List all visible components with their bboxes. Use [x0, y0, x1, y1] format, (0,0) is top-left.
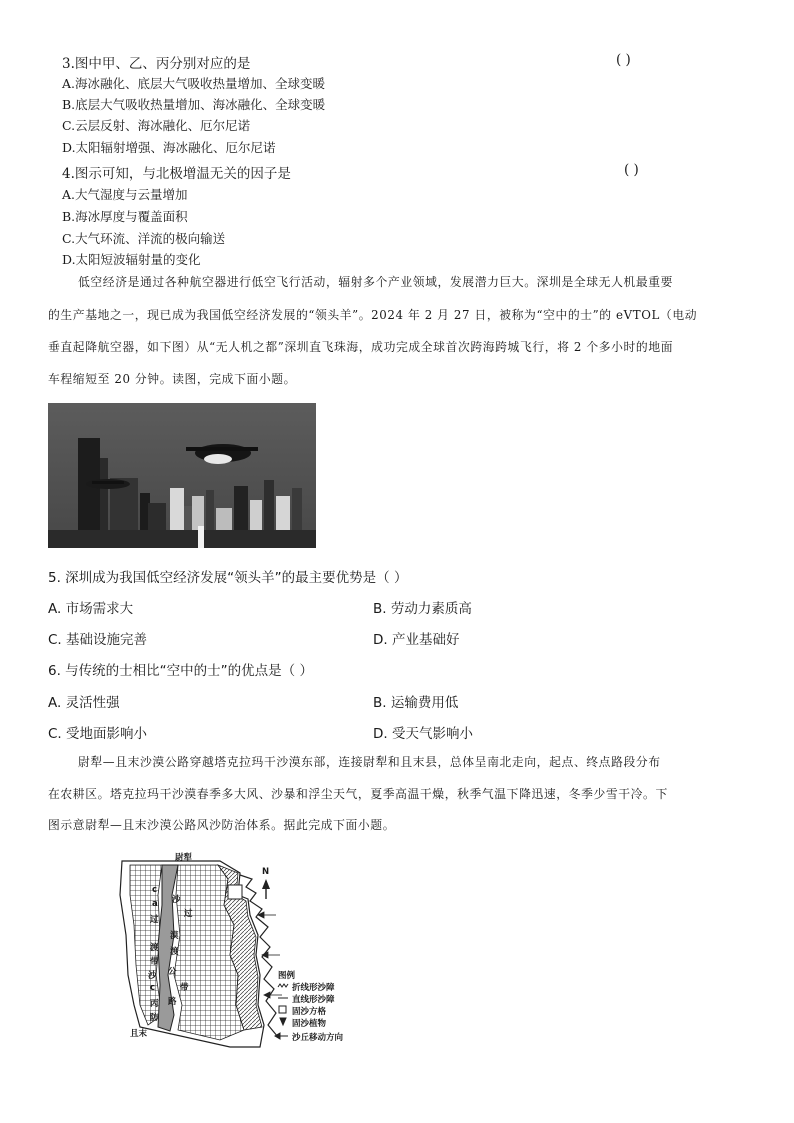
sand-control-map	[100, 855, 380, 1055]
legend-straight-barrier: 直线形沙障	[292, 995, 335, 1005]
legend-sand-grid: 固沙方格	[292, 1007, 327, 1017]
q6-stem: 6. 与传统的士相比“空中的士”的优点是（ ）	[48, 663, 313, 679]
map-road-label: 渡	[170, 947, 179, 957]
q3-option-a: A.海冰融化、底层大气吸收热量增加、全球变暖	[62, 76, 326, 91]
map-label-yuli: 尉犁	[175, 853, 193, 863]
map-road-label: 漠	[170, 931, 179, 941]
passage2-line-1: 尉犁—且末沙漠公路穿越塔克拉玛干沙漠东部，连接尉犁和且末县，总体呈南北走向，起点、终点路段分布	[78, 755, 661, 769]
q3-answer-paren: ( )	[616, 52, 631, 68]
map-road-label: 公	[168, 967, 177, 977]
legend-zigzag-barrier: 折线形沙障	[292, 983, 335, 993]
legend-title: 图例	[278, 971, 296, 981]
q5-option-d: D. 产业基础好	[373, 632, 460, 648]
q6-option-d: D. 受天气影响小	[373, 726, 473, 742]
map-north-label: N	[262, 867, 270, 877]
map-left-label: 带	[150, 957, 159, 967]
q4-option-b: B.海冰厚度与覆盖面积	[62, 209, 188, 224]
q3-stem: 3.图中甲、乙、丙分别对应的是	[62, 56, 251, 72]
q5-option-c: C. 基础设施完善	[48, 632, 148, 648]
q5-option-b: B. 劳动力素质高	[373, 601, 472, 617]
q6-option-b: B. 运输费用低	[373, 695, 459, 711]
map-road-label: 过	[184, 909, 193, 919]
map-left-label: 丙	[150, 999, 159, 1009]
map-label-qiemo: 且末	[130, 1029, 148, 1039]
map-left-label: 渡	[150, 943, 159, 953]
q4-answer-paren: ( )	[624, 162, 639, 178]
q3-option-b: B.底层大气吸收热量增加、海冰融化、全球变暖	[62, 97, 326, 112]
q3-option-c: C.云层反射、海冰融化、厄尔尼诺	[62, 118, 251, 133]
q4-option-a: A.大气湿度与云量增加	[62, 187, 188, 202]
passage1-line-2: 的生产基地之一，现已成为我国低空经济发展的“领头羊”。2024 年 2 月 27 日，被称为“空中的士”的 eVTOL（电动	[48, 308, 698, 322]
map-road-label: 带	[180, 983, 189, 993]
q4-stem: 4.图示可知，与北极增温无关的因子是	[62, 166, 291, 182]
map-road-label: 沙	[172, 895, 181, 905]
passage1-line-1: 低空经济是通过各种航空器进行低空飞行活动，辐射多个产业领域，发展潜力巨大。深圳是全球无人机最重要	[78, 275, 674, 289]
q6-option-a: A. 灵活性强	[48, 695, 120, 711]
legend-sand-plants: 固沙植物	[292, 1019, 327, 1029]
q5-stem: 5. 深圳成为我国低空经济发展“领头羊”的最主要优势是（ ）	[48, 570, 408, 586]
q4-option-d: D.太阳短波辐射量的变化	[62, 252, 201, 267]
map-left-label: 沙	[148, 971, 157, 981]
map-left-label: 防	[150, 1013, 159, 1023]
map-left-label: a	[152, 899, 158, 909]
evtol-aircraft-icon	[48, 403, 316, 548]
map-left-label: c	[152, 885, 158, 895]
passage2-line-2: 在农耕区。塔克拉玛干沙漠春季多大风、沙暴和浮尘天气，夏季高温干燥，秋季气温下降迅速，冬季少雪干冷。下	[48, 787, 668, 801]
map-road-label: 路	[168, 997, 177, 1007]
map-left-label: c	[150, 983, 156, 993]
passage1-line-3: 垂直起降航空器，如下图）从“无人机之都”深圳直飞珠海，成功完成全球首次跨海跨城飞行，将 2 个多小时的地面	[48, 340, 674, 354]
q6-option-c: C. 受地面影响小	[48, 726, 148, 742]
q4-option-c: C.大气环流、洋流的极向输送	[62, 231, 226, 246]
legend-dune-direction: 沙丘移动方向	[292, 1033, 344, 1043]
q3-option-d: D.太阳辐射增强、海冰融化、厄尔尼诺	[62, 140, 276, 155]
evtol-photo	[48, 403, 316, 548]
map-left-label: 过	[150, 915, 159, 925]
north-arrow-icon	[262, 879, 270, 899]
passage1-line-4: 车程缩短至 20 分钟。读图，完成下面小题。	[48, 372, 297, 386]
sand-control-map-drawing	[100, 855, 380, 1055]
q5-option-a: A. 市场需求大	[48, 601, 134, 617]
passage2-line-3: 图示意尉犁—且末沙漠公路风沙防治体系。据此完成下面小题。	[48, 818, 396, 832]
